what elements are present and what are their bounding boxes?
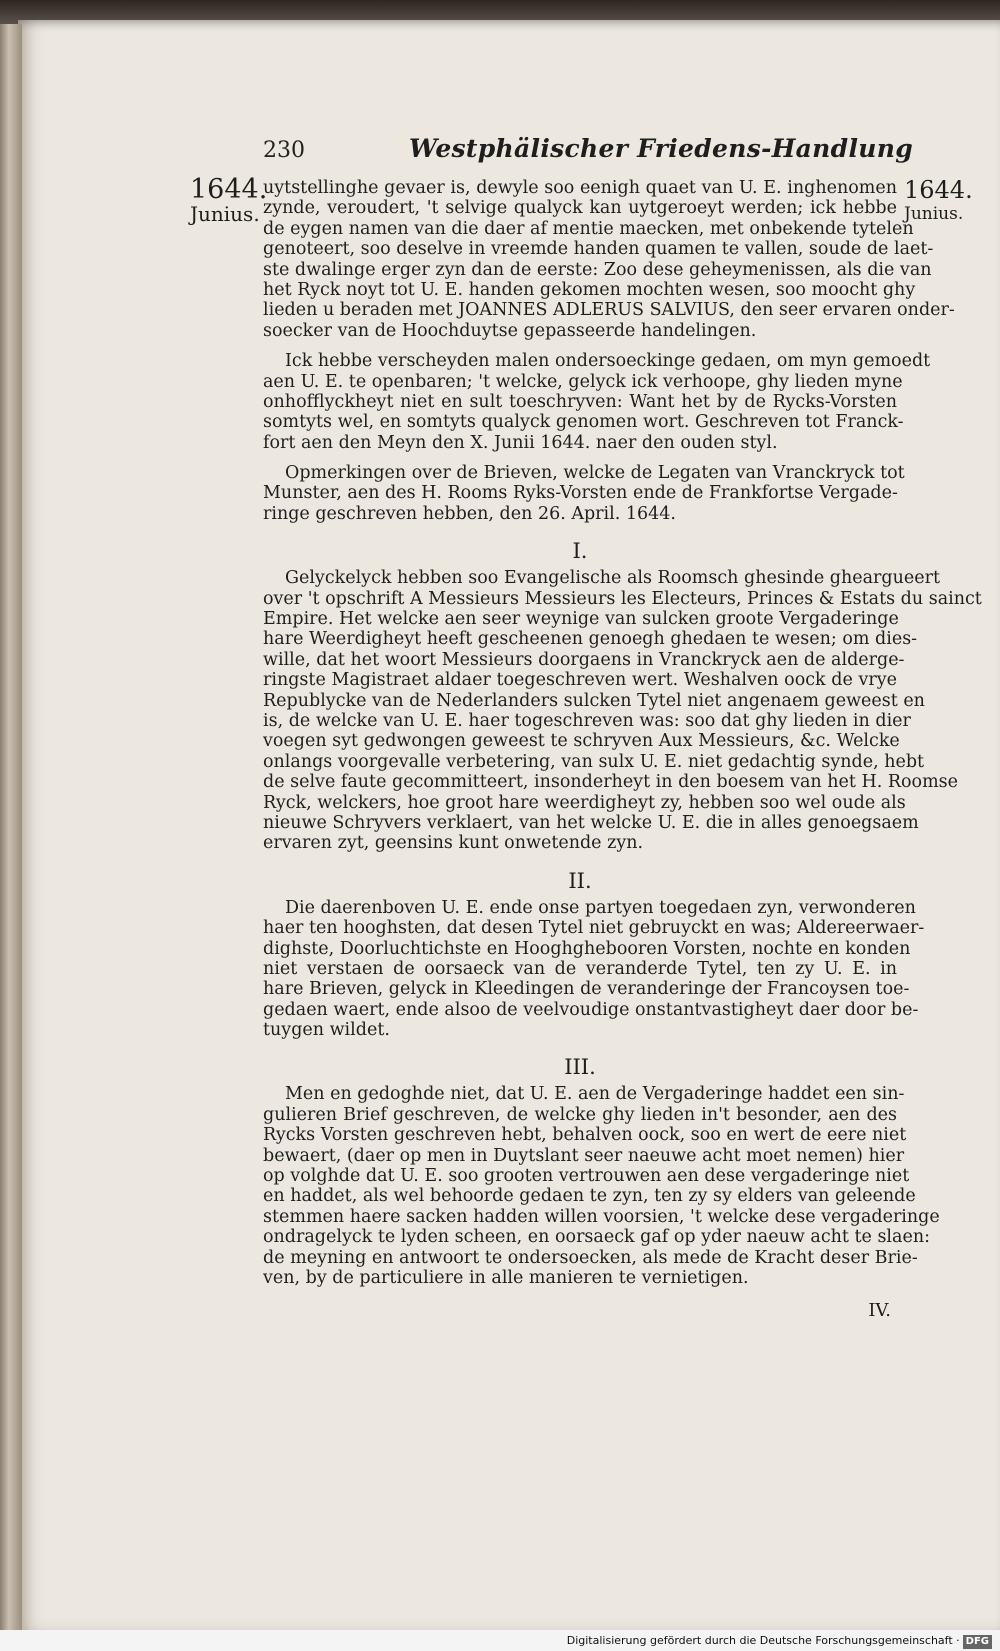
text-line — [263, 259, 932, 280]
text-line — [263, 751, 925, 772]
text-line-content: Die daerenboven U. E. ende onse partyen toegedaen zyn, verwonderen — [285, 897, 916, 918]
text-line-content: Munster, aen des H. Rooms Ryks-Vorsten ende de Frankfortse Vergade- — [263, 483, 898, 504]
text-line-content: op volghde dat U. E. soo grooten vertrouwen aen dese vergaderinge niet — [263, 1166, 910, 1187]
text-line-content: lieden u beraden met JOANNES ADLERUS SALVIUS, den seer ervaren onder- — [263, 300, 955, 321]
text-line — [263, 812, 919, 833]
text-line-content: niet verstaen de oorsaeck van de veranderde Tytel, ten zy U. E. in — [263, 958, 897, 979]
text-line — [263, 1105, 897, 1125]
text-line — [263, 412, 904, 433]
running-header — [263, 134, 913, 172]
text-line — [263, 351, 931, 372]
text-line-content: over 't opschrift A Messieurs Messieurs les Electeurs, Princes & Estats du sainct — [263, 588, 982, 609]
paragraph-gap — [263, 1288, 897, 1298]
paragraph — [263, 463, 905, 524]
text-line-content: onhofflyckheyt niet en sult toeschryven: Want het by de Rycks-Vorsten — [263, 391, 897, 412]
text-line-content: ste dwalinge erger zyn dan de eerste: Zoo dese geheymenissen, als die van — [263, 259, 932, 280]
text-line-content: tuygen wildet. — [263, 1020, 390, 1041]
text-line — [263, 897, 916, 918]
text-line-content: hare Brieven, gelyck in Kleedingen de veranderinge der Francoysen toe- — [263, 979, 910, 1000]
page-number: 230 — [263, 138, 305, 163]
text-line — [263, 649, 905, 670]
text-line-content: Ick hebbe verscheyden malen ondersoeckinge gedaen, om myn gemoedt — [285, 351, 931, 372]
text-line — [263, 792, 906, 813]
running-head-title: Westphälischer Friedens-Handlung — [409, 134, 913, 163]
text-line-content: de selve faute gecommitteert, insonderheyt in den boesem van het H. Roomse — [263, 772, 959, 793]
text-line — [263, 371, 903, 392]
text-line — [263, 504, 897, 524]
text-line — [263, 198, 897, 218]
text-line-content: wille, dat het woort Messieurs doorgaens in Vranckryck aen de alderge- — [263, 649, 905, 670]
section-heading: II. — [568, 868, 592, 893]
text-line — [263, 300, 955, 321]
text-line — [263, 999, 919, 1020]
dfg-logo: DFG — [963, 1635, 992, 1649]
paragraph — [263, 568, 982, 854]
text-line — [263, 731, 900, 752]
text-line-content: Rycks Vorsten geschreven hebt, behalven oock, soo en wert de eere niet — [263, 1125, 907, 1146]
paragraph-gap — [263, 453, 897, 463]
text-line-content: nieuwe Schryvers verklaert, van het welcke U. E. die in alles genoegsaem — [263, 812, 919, 833]
text-line-content: fort aen den Meyn den X. Junii 1644. naer den ouden styl. — [263, 432, 778, 453]
text-line-content: somtyts wel, en somtyts qualyck genomen wort. Geschreven tot Franck- — [263, 412, 904, 433]
margin-year-left: 1644. — [190, 174, 268, 205]
text-line-content: hare Weerdigheyt heeft gescheenen genoegh ghedaen te wesen; om dies- — [263, 629, 918, 650]
text-line — [263, 1145, 905, 1166]
text-line-content: ringste Magistraet aldaer toegeschreven wert. Weshalven oock de vrye — [263, 670, 897, 691]
paragraph-gap — [263, 1040, 897, 1050]
text-line — [263, 321, 897, 341]
margin-month-right: Junius. — [904, 204, 964, 224]
text-line — [263, 918, 925, 939]
footer-credit: Digitalisierung gefördert durch die Deutsche Forschungsgemeinschaft · — [566, 1634, 960, 1647]
text-line-content: haer ten hooghsten, dat desen Tytel niet gebruyckt en was; Aldereerwaer- — [263, 918, 925, 939]
text-line — [263, 433, 897, 453]
text-line-content: bewaert, (daer op men in Duytslant seer naeuwe acht moet nemen) hier — [263, 1145, 905, 1166]
text-line-content: Ryck, welckers, hoe groot hare weerdigheyt zy, hebben soo wel oude als — [263, 792, 906, 813]
text-line-content: onlangs voorgevalle verbetering, van sulx U. E. niet gedachtig synde, hebt — [263, 751, 925, 772]
paragraph-gap — [263, 524, 897, 534]
paragraph — [263, 897, 925, 1041]
text-line — [263, 568, 941, 589]
margin-month-left: Junius. — [190, 202, 260, 226]
text-line — [263, 1206, 940, 1227]
text-line — [263, 833, 897, 853]
text-line — [263, 1166, 910, 1187]
text-line-content: ringe geschreven hebben, den 26. April. 1644. — [263, 503, 676, 524]
text-line — [263, 178, 897, 198]
margin-year-right: 1644. — [904, 176, 973, 204]
text-line-content: gulieren Brief geschreven, de welcke ghy lieden in't besonder, aen des — [263, 1104, 897, 1125]
paragraph-gap — [263, 854, 897, 864]
text-line-content: en haddet, als wel behoorde gedaen te zyn, ten zy sy elders van geleende — [263, 1186, 916, 1207]
text-line — [263, 629, 918, 650]
text-line — [263, 959, 897, 979]
digitization-footer — [0, 1630, 1000, 1651]
text-line-content: aen U. E. te openbaren; 't welcke, gelyck ick verhoope, ghy lieden myne — [263, 371, 903, 392]
text-line — [263, 483, 897, 503]
margin-note-left — [190, 174, 268, 226]
text-line — [263, 1247, 918, 1268]
margin-note-right — [904, 178, 973, 226]
text-line — [263, 1020, 897, 1040]
text-line-content: uytstellinghe gevaer is, dewyle soo eenigh quaet van U. E. inghenomen — [263, 178, 897, 198]
text-line-content: ondragelyck te lyden scheen, en oorsaeck gaf op yder naeuw acht te slaen: — [263, 1227, 930, 1248]
text-line-content: ven, by de particuliere in alle manieren te vernietigen. — [263, 1267, 749, 1288]
paragraph-gap — [263, 341, 897, 351]
text-line-content: de eygen namen van die daer af mentie maecken, met onbekende tytelen — [263, 218, 914, 239]
text-line — [263, 1084, 905, 1105]
text-line — [263, 938, 911, 959]
text-line-content: genoteert, soo deselve in vreemde handen quamen te vallen, soude de laet- — [263, 239, 934, 260]
text-line — [263, 690, 925, 711]
text-line — [263, 670, 897, 690]
text-line-content: zynde, veroudert, 't selvige qualyck kan uytgeroeyt werden; ick hebbe — [263, 198, 897, 219]
text-line-content: voegen syt gedwongen geweest te schryven Aux Messieurs, &c. Welcke — [263, 731, 900, 752]
text-line-content: ervaren zyt, geensins kunt onwetende zyn. — [263, 833, 644, 854]
text-line — [263, 1186, 916, 1207]
text-line — [263, 218, 914, 239]
text-line-content: Empire. Het welcke aen seer weynige van sulcken groote Vergaderinge — [263, 609, 899, 630]
text-line-content: dighste, Doorluchtichste en Hooghghebooren Vorsten, nochte en konden — [263, 938, 911, 959]
text-line-content: is, de welcke van U. E. haer togeschreven was: soo dat ghy lieden in dier — [263, 710, 911, 731]
text-line — [263, 463, 905, 484]
text-line-content: het Ryck noyt tot U. E. handen gekomen mochten wesen, soo moocht ghy — [263, 279, 916, 300]
text-line-content: soecker van de Hoochduytse gepasseerde handelingen. — [263, 320, 757, 341]
catchword: IV. — [868, 1300, 891, 1322]
text-line-content: Gelyckelyck hebben soo Evangelische als Roomsch ghesinde gheargueert — [285, 568, 941, 589]
text-line-content: Opmerkingen over de Brieven, welcke de Legaten van Vranckryck tot — [285, 463, 905, 484]
section-heading: III. — [564, 1055, 596, 1080]
text-line — [263, 279, 916, 300]
text-line — [263, 979, 910, 1000]
text-line — [263, 1268, 897, 1288]
text-line-content: de meyning en antwoort te ondersoecken, als mede de Kracht deser Brie- — [263, 1247, 918, 1268]
book-spine — [0, 24, 22, 1634]
text-line-content: gedaen waert, ende alsoo de veelvoudige onstantvastigheyt daer door be- — [263, 999, 919, 1020]
text-line — [263, 772, 959, 793]
text-line — [263, 588, 982, 609]
text-line — [263, 1227, 930, 1248]
text-line — [263, 609, 897, 629]
paragraph — [263, 1084, 940, 1288]
paragraph — [263, 351, 931, 453]
text-line-content: stemmen haere sacken hadden willen voorsien, 't welcke dese vergaderinge — [263, 1206, 940, 1227]
text-line — [263, 1125, 907, 1146]
text-line-content: Men en gedoghde niet, dat U. E. aen de Vergaderinge haddet een sin- — [285, 1084, 905, 1105]
section-heading: I. — [572, 539, 588, 564]
text-line — [263, 392, 897, 412]
text-line — [263, 710, 911, 731]
text-line-content: Republycke van de Nederlanders sulcken Tytel niet angenaem geweest en — [263, 690, 925, 711]
text-line — [263, 239, 934, 260]
